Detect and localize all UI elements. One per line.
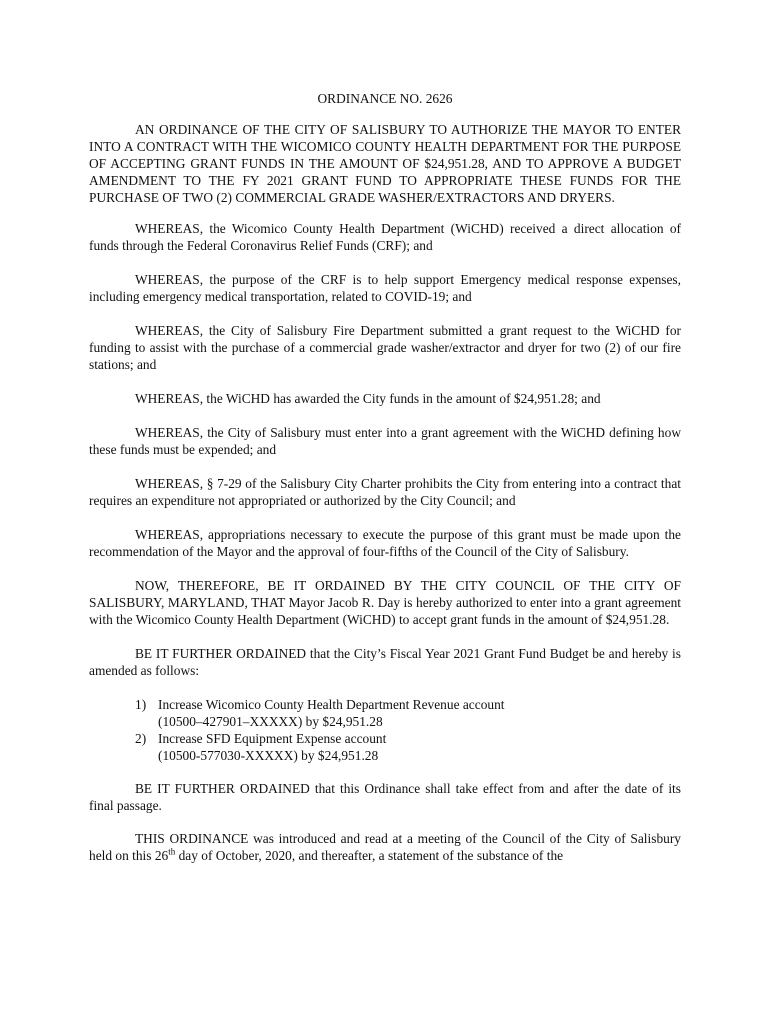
whereas-clause-appropriations: WHEREAS, appropriations necessary to execute the purpose of this grant must be made upon the recommendation of the Mayor and the approval of four-fifths of the Council of the City of Salisbury. <box>89 527 681 559</box>
ordinance-title: ORDINANCE NO. 2626 <box>317 91 453 106</box>
list-item-line: Increase SFD Equipment Expense account <box>158 731 387 746</box>
ordinal-suffix: th <box>168 846 176 857</box>
whereas-clause-grant-request: WHEREAS, the City of Salisbury Fire Department submitted a grant request to the WiCHD for funding to assist with the purchase of a commercial grade washer/extractor and dryer for two (2) of our fire stations; and <box>89 323 681 372</box>
introduction-text-start: THIS ORDINANCE was introduced and read at a meeting of the Council of the City of Salisbury held on this 26 <box>89 831 681 863</box>
whereas-clause-crf-allocation: WHEREAS, the Wicomico County Health Department (WiCHD) received a direct allocation of funds through the Federal Coronavirus Relief Funds (CRF); and <box>89 221 681 253</box>
whereas-clause-city-charter: WHEREAS, § 7-29 of the Salisbury City Charter prohibits the City from entering into a contract that requires an expenditure not appropriated or authorized by the City Council; and <box>89 476 681 508</box>
ordinance-page <box>89 90 681 864</box>
further-ordained-effect-clause: BE IT FURTHER ORDAINED that this Ordinance shall take effect from and after the date of its final passage. <box>89 781 681 813</box>
list-item-number: 1) <box>135 697 147 712</box>
list-item-account: (10500-577030-XXXXX) by $24,951.28 <box>158 748 379 763</box>
list-item-line: Increase Wicomico County Health Department Revenue account <box>158 697 505 712</box>
whereas-clause-crf-purpose: WHEREAS, the purpose of the CRF is to help support Emergency medical response expenses, including emergency medical transportation, related to COVID-19; and <box>89 272 681 304</box>
whereas-clause-grant-agreement: WHEREAS, the City of Salisbury must enter into a grant agreement with the WiCHD defining how these funds must be expended; and <box>89 425 681 457</box>
list-item <box>89 730 681 764</box>
budget-amendment-list <box>89 696 681 764</box>
ordinance-preamble: AN ORDINANCE OF THE CITY OF SALISBURY TO AUTHORIZE THE MAYOR TO ENTER INTO A CONTRACT WITH THE WICOMICO COUNTY HEALTH DEPARTMENT FOR THE PURPOSE OF ACCEPTING GRANT FUNDS IN THE AMOUNT OF $24,951.28, AND TO APPROVE A BUDGET AMENDMENT TO THE FY 2021 GRANT FUND TO APPROPRIATE THESE FUNDS FOR THE PURCHASE OF TWO (2) COMMERCIAL GRADE WASHER/EXTRACTORS AND DRYERS. <box>89 122 681 205</box>
ordained-clause: NOW, THEREFORE, BE IT ORDAINED BY THE CITY COUNCIL OF THE CITY OF SALISBURY, MARYLAND, THAT Mayor Jacob R. Day is hereby authorized to enter into a grant agreement with the Wicomico County Health Department (WiCHD) to accept grant funds in the amount of $24,951.28. <box>89 578 681 627</box>
list-item <box>89 696 681 730</box>
list-item-number: 2) <box>135 731 147 746</box>
introduction-text-end: day of October, 2020, and thereafter, a statement of the substance of the <box>175 848 564 863</box>
list-item-account: (10500–427901–XXXXX) by $24,951.28 <box>158 714 383 729</box>
whereas-clause-award-amount: WHEREAS, the WiCHD has awarded the City funds in the amount of $24,951.28; and <box>135 391 601 406</box>
introduction-clause <box>89 830 681 864</box>
further-ordained-budget-clause: BE IT FURTHER ORDAINED that the City’s Fiscal Year 2021 Grant Fund Budget be and hereby is amended as follows: <box>89 646 681 678</box>
